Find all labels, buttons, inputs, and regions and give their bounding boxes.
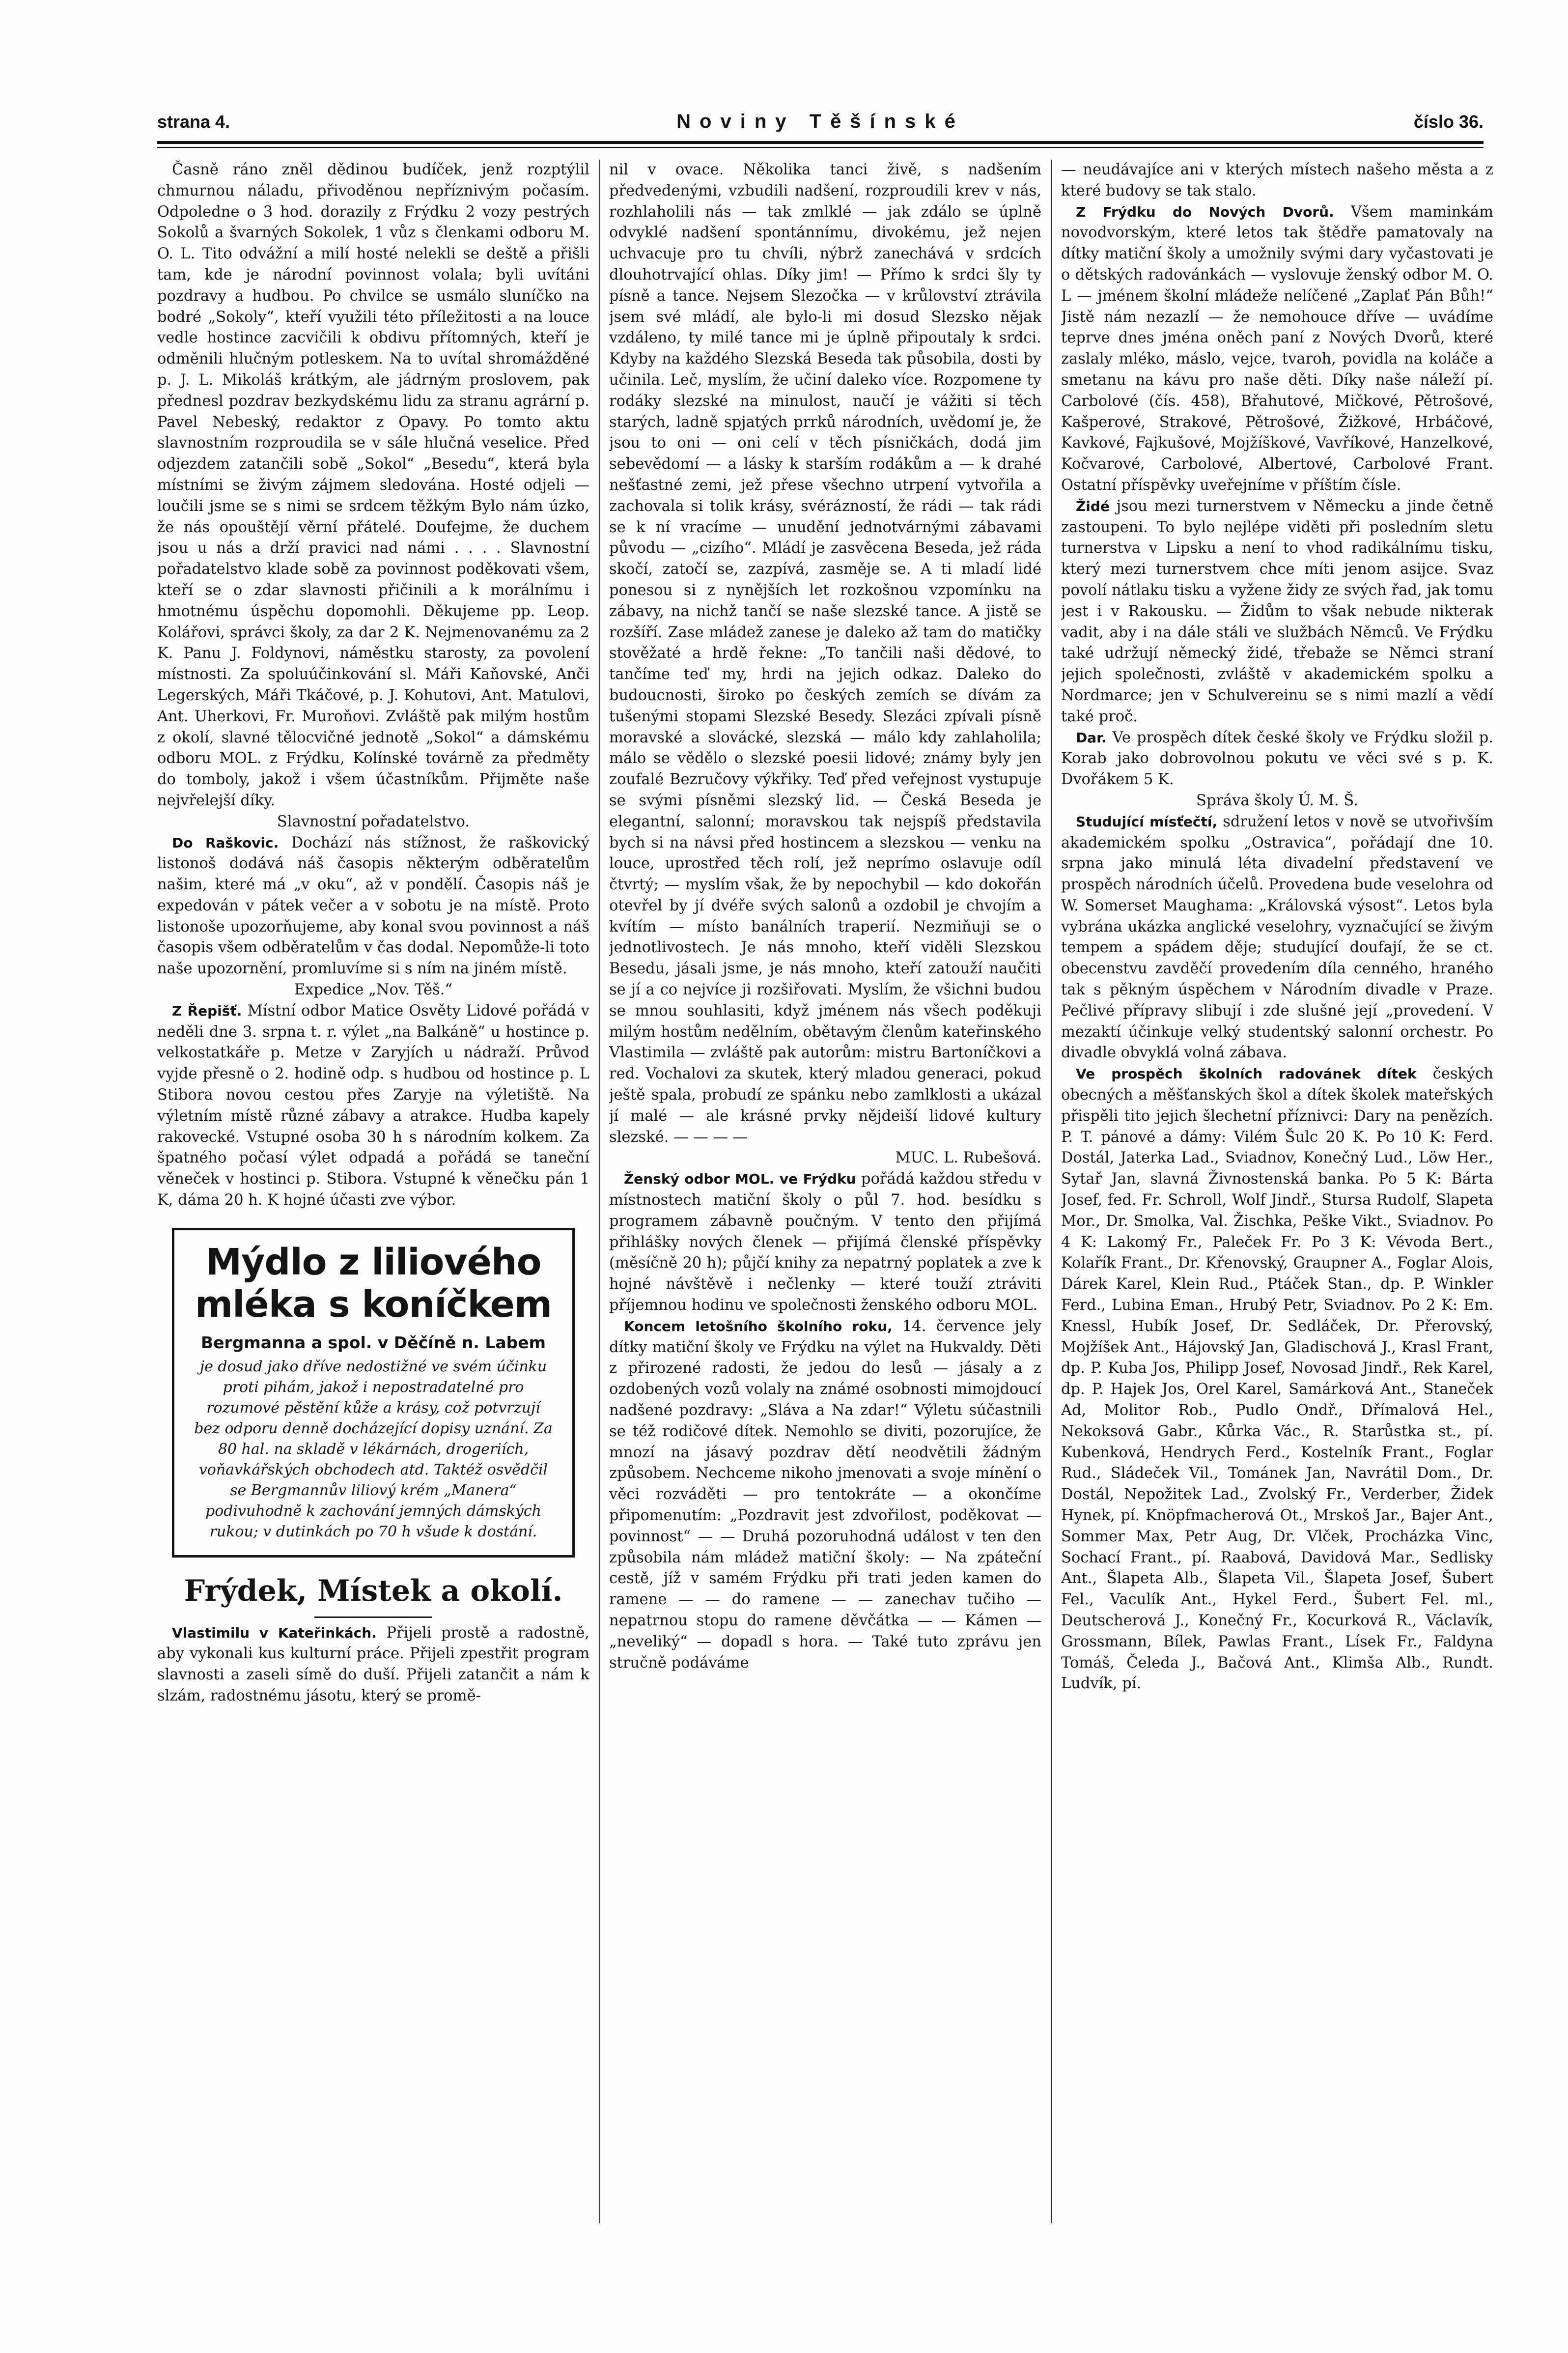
article-text: Přijeli prostě a radostně, aby vykonali kus kulturní práce. Přijeli zpestřit program slavnosti a zaseli símě do duší. Přijeli zatančit a nám k slzám, radostnému jásotu, který se promě- <box>157 1624 589 1705</box>
article-paragraph <box>1061 728 1493 791</box>
section-divider <box>314 1616 432 1618</box>
article-heading: Do Raškovic. <box>172 834 279 851</box>
article-paragraph: Časně ráno zněl dědinou budíček, jenž rozptýlil chmurnou náladu, přivoděnou nepříznivým počasím. Odpoledne o 3 hod. dorazily z Frýdku 2 vozy pestrých Sokolů a švarných Sokolek, 1 vůz s členkami odboru M. O. L. Tito odvážní a milí hosté nelekli se deště a přišli tam, kde je národní povinnost volala; byli uvítáni pozdravy a hudbou. Po chvilce se usmálo sluníčko na bodré „Sokoly“, kteří využili této příležitosti a na louce vedle hostince zacvičili k obdivu přítomných, kteří je odměnili hlučným potleskem. Na to uvítal shromážděné p. J. L. Mikoláš krátkým, ale jádrným proslovem, pak přednesl pozdrav bezkydskému lidu za stranu agrární p. Pavel Nebeský, redaktor z Opavy. Po tomto aktu slavnostním rozproudila se v sále hlučná veselice. Před odjezdem zatančili sobě „Sokol“ „Besedu“, která byla místními se živým zájmem sledována. Hosté odjeli — loučili jsme se s nimi se srdcem těžkým Bylo nám úzko, že nás opouštějí věrní přátelé. Doufejme, že duchem jsou u nás a drží pravici nad námi . . . . Slavnostní pořadatelstvo klade sobě za povinnost poděkovati všem, kteří se o zdar slavnosti přičinili a k morálnímu i hmotnému úspěchu dopomohli. Děkujeme pp. Leop. Kolářovi, správci školy, za dar 2 K. Nejmenovanému za 2 K. Panu J. Foldynovi, náměstku starosty, za povolení místnosti. Za spoluúčinkování sl. Máři Kaňovské, Anči Legerských, Máři Tkáčové, p. J. Kohutovi, Ant. Matulovi, Ant. Uherkovi, Fr. Muroňovi. Zvláště pak milým hostům z okolí, slavné tělocvičné jednotě „Sokol“ a dámskému odboru MOL. z Frýdku, Kolínské továrně za předměty do tomboly, jakož i všem účastníkům. Přijměte naše nejvřelejší díky. <box>157 161 589 809</box>
article-signature: Slavnostní pořadatelstvo. <box>277 813 470 830</box>
article-text: Ve prospěch dítek české školy ve Frýdku složil p. Korab jako dobrovolnou pokutu ve věci své s p. K. Dvořákem 5 K. <box>1061 729 1493 789</box>
article-text: Všem maminkám novodvorským, které letos tak štědře pamatovaly na dítky matiční školy a umožnily svými dary vyčastovati je o dětských radovánkách — vyslovuje ženský odbor M. O. L — jménem školní mládeže nelíčené „Zaplať Pán Bůh!“ Jistě nám nezazlí — že nemohouce dříve — uvádíme teprve dnes jména oněch paní z Nových Dvorů, které zaslaly mléko, máslo, vejce, tvaroh, povidla na koláče a smetanu na kávu pro naše děti. Díky naše náleží pí. Carbolové (čís. 458), Břahutové, Mičkové, Pětrošové, Kašperové, Strakové, Pětrošové, Žižkové, Hrbáčové, Kavkové, Fajkušové, Mojžíškové, Vavříkové, Hanzelkové, Kočvarové, Carbolové, Albertové, Carbolové Frant. Ostatní příspěvky uveřejníme v příštím čísle. <box>1061 203 1493 494</box>
article-paragraph <box>609 1169 1041 1316</box>
article-paragraph <box>1061 1064 1493 1695</box>
page-number: strana 4. <box>157 112 230 132</box>
article-paragraph <box>157 833 589 980</box>
ad-company: Bergmanna a spol. v Děčíně n. Labem <box>200 1332 546 1352</box>
article-heading: Ženský odbor MOL. ve Frýdku <box>624 1171 856 1188</box>
article-heading: Z Frýdku do Nových Dvorů. <box>1076 203 1334 220</box>
article-paragraph <box>1061 496 1493 728</box>
article-paragraph: nil v ovace. Několika tanci živě, s nadšením předvedenými, vzbudili nadšení, rozproudili krev v nás, rozhlaholili nás — tak zmlklé — jak zdálo se úplně odvyklé nadšení spontánnímu, divokému, jež nejen uchvacuje pro tu chvíli, nýbrž zanechává v srdcích dlouhotrvající ohlas. Díky jim! — Přímo k srdci šly ty písně a tance. Nejsem Slezočka — v krůlovství ztrávila jsem své mládí, ale bylo-li mi dosud Slezsko nějak vzdáleno, ty milé tance mi je úplně připoutaly k srdci. Kdyby na každého Slezská Beseda tak působila, dosti by učinila. Leč, myslím, že učiní daleko více. Rozpomene ty rodáky slezské na minulost, naučí je vážiti si těch starých, ladně spjatých prrků národních, uvědomí je, že jsou to oni — oni celí v těch písničkách, dodá jim sebevědomí — a lásky k starším rodákům a — k drahé nešťastné zemi, jež přese všechno utrpení vytvořila a zachovala si tolik krásy, svérázností, že rádi — tak rádi se k ní vracíme — unudění jednotvárnými zábavami původu — „cizího“. Mládí je zasvěcena Beseda, jež ráda skočí, zatočí se, zazpívá, zasměje se. A ti mladí lidé ponesou si z nynějších let rozkošnou vzpomínku na zábavy, na nichž tančí se naše slezské tance. A jistě se rozšíří. Zase mládež zanese je daleko až tam do matičky stověžaté a hrdě řekne: „To tančili naši dědové, to tančíme teď my, hrdi na jejich odkaz. Daleko do budoucnosti, široko po českých zemích se dívám za tušenými stopami Slezské Besedy. Slezáci zpívali písně moravské a slovácké, slezská — málo kdy zahlaholila; málo se vědělo o slezské poesii lidové; známy byly jen zoufalé Bezručovy výkřiky. Teď před veřejnost vystupuje se svými písněmi slezský lid. — Česká Beseda je elegantní, salonní; moravskou tak nejspíš představila bych si na návsi před hostincem a slezskou — venku na louce, uprostřed těch rolí, jež neprímo oslavuje odíl čtvrtý; — myslím však, že by nepochybil — kdo dokořán otevřel by jí dvéře svých salonů a ozdobil je chvojím a kvítím — místo banálních traperií. Nezmiňuji se o jednotlivostech. Je nás mnoho, kteří viděli Slezskou Besedu, jásali jsme, je nás mnoho, kteří zatouží naučiti se jí a co nejvíce ji rozšiřovati. Myslím, že všichni budou se mnou souhlasiti, když jménem nás všech poděkuji milým hostům nedělním, obětavým členům kateřinského Vlastimila — zvláště pak autorům: mistru Bartoníčkovi a red. Vochalovi za skutek, který mladou generaci, pokud ještě spala, probudí ze spánku nebo zamlklosti a ukázal jí malé — ale krásné prvky nějdeiší lidové kultury slezské. — — — — <box>609 161 1041 1146</box>
article-heading: Dar. <box>1076 729 1107 746</box>
article-text: sdružení letos v nově se utvořivším akademickém spolku „Ostravica“, pořádají dne 10. srpna jako minulá léta divadelní představení ve prospěch národních účelů. Provedena bude veselohra od W. Somerset Maughama: „Královská výsost“. Letos byla vybrána ukázka anglické veselohry, vyznačující se živým tempem a spádem děje; studující doufají, že se ct. obecenstvu zavděčí provedením díla cenného, hraného tak s pěkným úspěchem v Národním divadle v Praze. Pečlivé přípravy slibují i zde slušné její „provedení. V mezaktí účinkuje velký studentský salonní orchestr. Po divadle obvyklá volná zábava. <box>1061 813 1493 1062</box>
article-text: pořádá každou středu v místnostech matiční školy o půl 7. hod. besídku s programem zábavně poučným. V tento den přijímá přihlášky nových členek — přijímá členské příspěvky (měsíčně 20 h); půjčí knihy za nepatrný poplatek a zve k hojné návštěvě i nečlenky — které touží ztráviti příjemnou hodinu ve společnosti ženského odboru MOL. <box>609 1170 1041 1314</box>
ad-body: je dosud jako dříve nedostižné ve svém účinku proti pihám, jakož i nepostradatelné pro rozumové pěstění kůže a krásy, což potvrzují bez odporu denně docházející dopisy uznání. Za 80 hal. na skladě v lékárnách, drogeriích, voňavkářských obchodech atd. Taktéž osvědčil se Bergmannův liliový krém „Manera“ podivuhodně k zachování jemných dámských rukou; v dutinkách po 70 h všude k dostání. <box>194 1358 553 1540</box>
ad-title: Mýdlo z liliového mléka s koníčkem <box>195 1241 552 1326</box>
article-signature: Správa školy Ú. M. Š. <box>1196 792 1358 809</box>
article-text: jsou mezi turnerstvem v Německu a jinde četně zastoupeni. To bylo nejlépe viděti při posledním sletu turnerstva v Lipsku a není to vhod radikálnímu tisku, který mezi turnerstvem chce míti jenom asijce. Svaz povolí nátlaku tisku a vyžene židy ze svých řad, jak tomu jest i v Rakousku. — Židům to však nebude nikterak vadit, aby i na dále stáli ve službách Němců. Ve Frýdku také udržují německý židé, třebaže se Němci straní jejich společnosti, zvláště v akademickém spolku a Nordmarce; jen v Schulvereinu se s nimi mazlí a vědí také proč. <box>1061 497 1493 725</box>
article-signature: Expedice „Nov. Těš.“ <box>294 981 452 999</box>
article-text: Dochází nás stížnost, že raškovický listonoš dodává náš časopis některým odběratelům našim, které má „v oku“, až v pondělí. Časopis náš je expedován v pátek večer a v sobotu je na místě. Proto listonoše upozorňujeme, aby konal svou povinnost a náš časopis všem odběratelům v čas dodal. Nepomůže-li toto naše upozornění, promluvíme si s ním na jiném místě. <box>157 834 589 978</box>
newspaper-page <box>157 106 1493 2258</box>
article-paragraph: — neudávajíce ani v kterých místech našeho města a z které budovy se tak stalo. <box>1061 161 1493 199</box>
article-paragraph <box>157 1001 589 1211</box>
column-divider <box>1051 160 1052 2223</box>
article-heading: Vlastimilu v Kateřinkách. <box>172 1624 377 1641</box>
article-paragraph <box>1061 202 1493 496</box>
article-heading: Studující mísťečtí, <box>1076 813 1218 830</box>
article-heading: Židé <box>1076 498 1110 514</box>
column-3 <box>1061 160 1493 2238</box>
page-header <box>157 106 1484 135</box>
newspaper-title: Noviny Těšínské <box>676 111 964 132</box>
article-text: 14. července jely dítky matiční školy ve Frýdku na výlet na Hukvaldy. Děti z přirozené radosti, že jedou do lesů — jásaly a z ozdobených vozů volaly na známé osobnosti mimojdoucí nadšené pozdravy: „Sláva a Na zdar!“ Výletu súčastnili se též rodičové dítek. Nemohlo se diviti, pozorujíce, že mnozí na jásavý pozdrav dětí neodvětili žádným způsobem. Nechceme nikoho jmenovati a svoje mínění o věci rozváděti — pro tentokráte — a okončíme připomenutím: „Pozdravit jest zdvořilost, poděkovat — povinnost“ — — Druhá pozoruhodná událost v ten den způsobila nám mládež matiční školy: — Na zpáteční cestě, jíž v samém Frýdku při trati jeden kamen do ramene — — do ramene — — zanechav tučiho — nepatrnou stopu do ramene děvčátka — — Kámen — „neveliký“ — dopadl s hora. — Také tuto zprávu jen stručně podáváme <box>609 1317 1041 1672</box>
article-text: českých obecných a měšťanských škol a dítek školek mateřských přispěli tito jejich šlechetní příznivci: Dary na penězích. P. T. pánové a dámy: Vilém Šulc 20 K. Po 10 K: Ferd. Dostál, Jaterka Lad., Sviadnov, Konečný Lud., Löw Her., Sytař Jan, slavná Živnostenská banka. Po 5 K: Bárta Josef, fed. Fr. Schroll, Wolf Jindř., Stursa Rudolf, Slapeta Mor., Dr. Smolka, Val. Žischka, Peške Vikt., Sviadnov. Po 4 K: Lakomý Fr., Paleček Fr. Po 3 K: Vévoda Bert., Kolařík Frant., Dr. Křenovský, Graupner A., Foglar Alois, Dárek Karel, Klein Rud., Ptáček Stan., dp. P. Winkler Ferd., Lubina Eman., Hrubý Petr, Sviadnov. Po 2 K: Em. Knessl, Hubík Josef, Dr. Sedláček, Dr. Přerovský, Mojžíšek Ant., Hájovský Jan, Gladischová J., Krasl Frant, dp. P. Kuba Jos, Philipp Josef, Novosad Jindř., Rek Karel, dp. P. Hajek Jos, Orel Karel, Samárková Ant., Staneček Ad, Molitor Rob., Pudlo Ondř., Dřímalová Hel., Nekoksová Gabr., Kůrka Vác., R. Starůstka st., pí. Kubenková, Hendrych Ferd., Kostelník Frant., Foglar Rud., Sládeček Vil., Tománek Jan, Navrátil Dom., Dr. Dostál, Nepožitek Lad., Zvolský Fr., Verderber, Židek Hynek, pí. Knöpfmacherová Ot., Mrskoš Jar., Bajer Ant., Sommer Max, Petr Aug, Dr. Vlček, Procházka Vinc, Sochací Frant., pí. Raabová, Davidová Mar., Sedlisky Ant., Šlapeta Alb., Šlapeta Vil., Šlapeta Josef, Šubert Fel., Vaculík Ant., Hykel Ferd., Šubert Fel. ml., Deutscherová J., Konečný Fr., Kocurková R., Václavík, Grossmann, Bílek, Pawlas Frant., Lísek Fr., Faldyna Tomáš, Čeleda J., Bačová Ant., Klimša Alb., Rundt. Ludvík, pí. <box>1061 1065 1493 1693</box>
article-paragraph <box>1061 812 1493 1064</box>
header-rule <box>157 141 1484 144</box>
article-text: Místní odbor Matice Osvěty Lidové pořádá v neděli dne 3. srpna t. r. výlet „na Balkáně“ u hostince p. velkostatkáře p. Metze v Zaryjích u nádraží. Průvod vyjde přesně o 2. hodině odp. s hudbou od hostince p. L Stibora novou cestou přes Zaryje na výletiště. Na výletním místě různé zábavy a atrakce. Hudba kapely rakovecké. Vstupné osoba 30 h s národním kolkem. Za špatného počasí výlet odpadá a pořádá se taneční věneček v hostinci p. Stibora. Vstupné k věnečku pán 1 K, dáma 20 h. K hojné účasti zve výbor. <box>157 1002 589 1209</box>
section-heading: Frýdek, Místek a okolí. <box>184 1573 563 1608</box>
column-divider <box>599 160 600 2223</box>
column-2 <box>609 160 1041 2238</box>
soap-advertisement <box>172 1228 575 1558</box>
article-paragraph <box>157 1623 589 1707</box>
article-heading: Ve prospěch školních radovánek dítek <box>1076 1066 1417 1082</box>
article-paragraph <box>609 1316 1041 1674</box>
issue-number: číslo 36. <box>1413 112 1484 132</box>
article-signature: MUC. L. Rubešová. <box>895 1149 1041 1167</box>
article-heading: Koncem letošního školního roku, <box>624 1318 893 1334</box>
article-heading: Z Řepišť. <box>172 1002 242 1019</box>
header-rule-thin <box>157 147 1484 148</box>
column-1 <box>157 160 589 2238</box>
